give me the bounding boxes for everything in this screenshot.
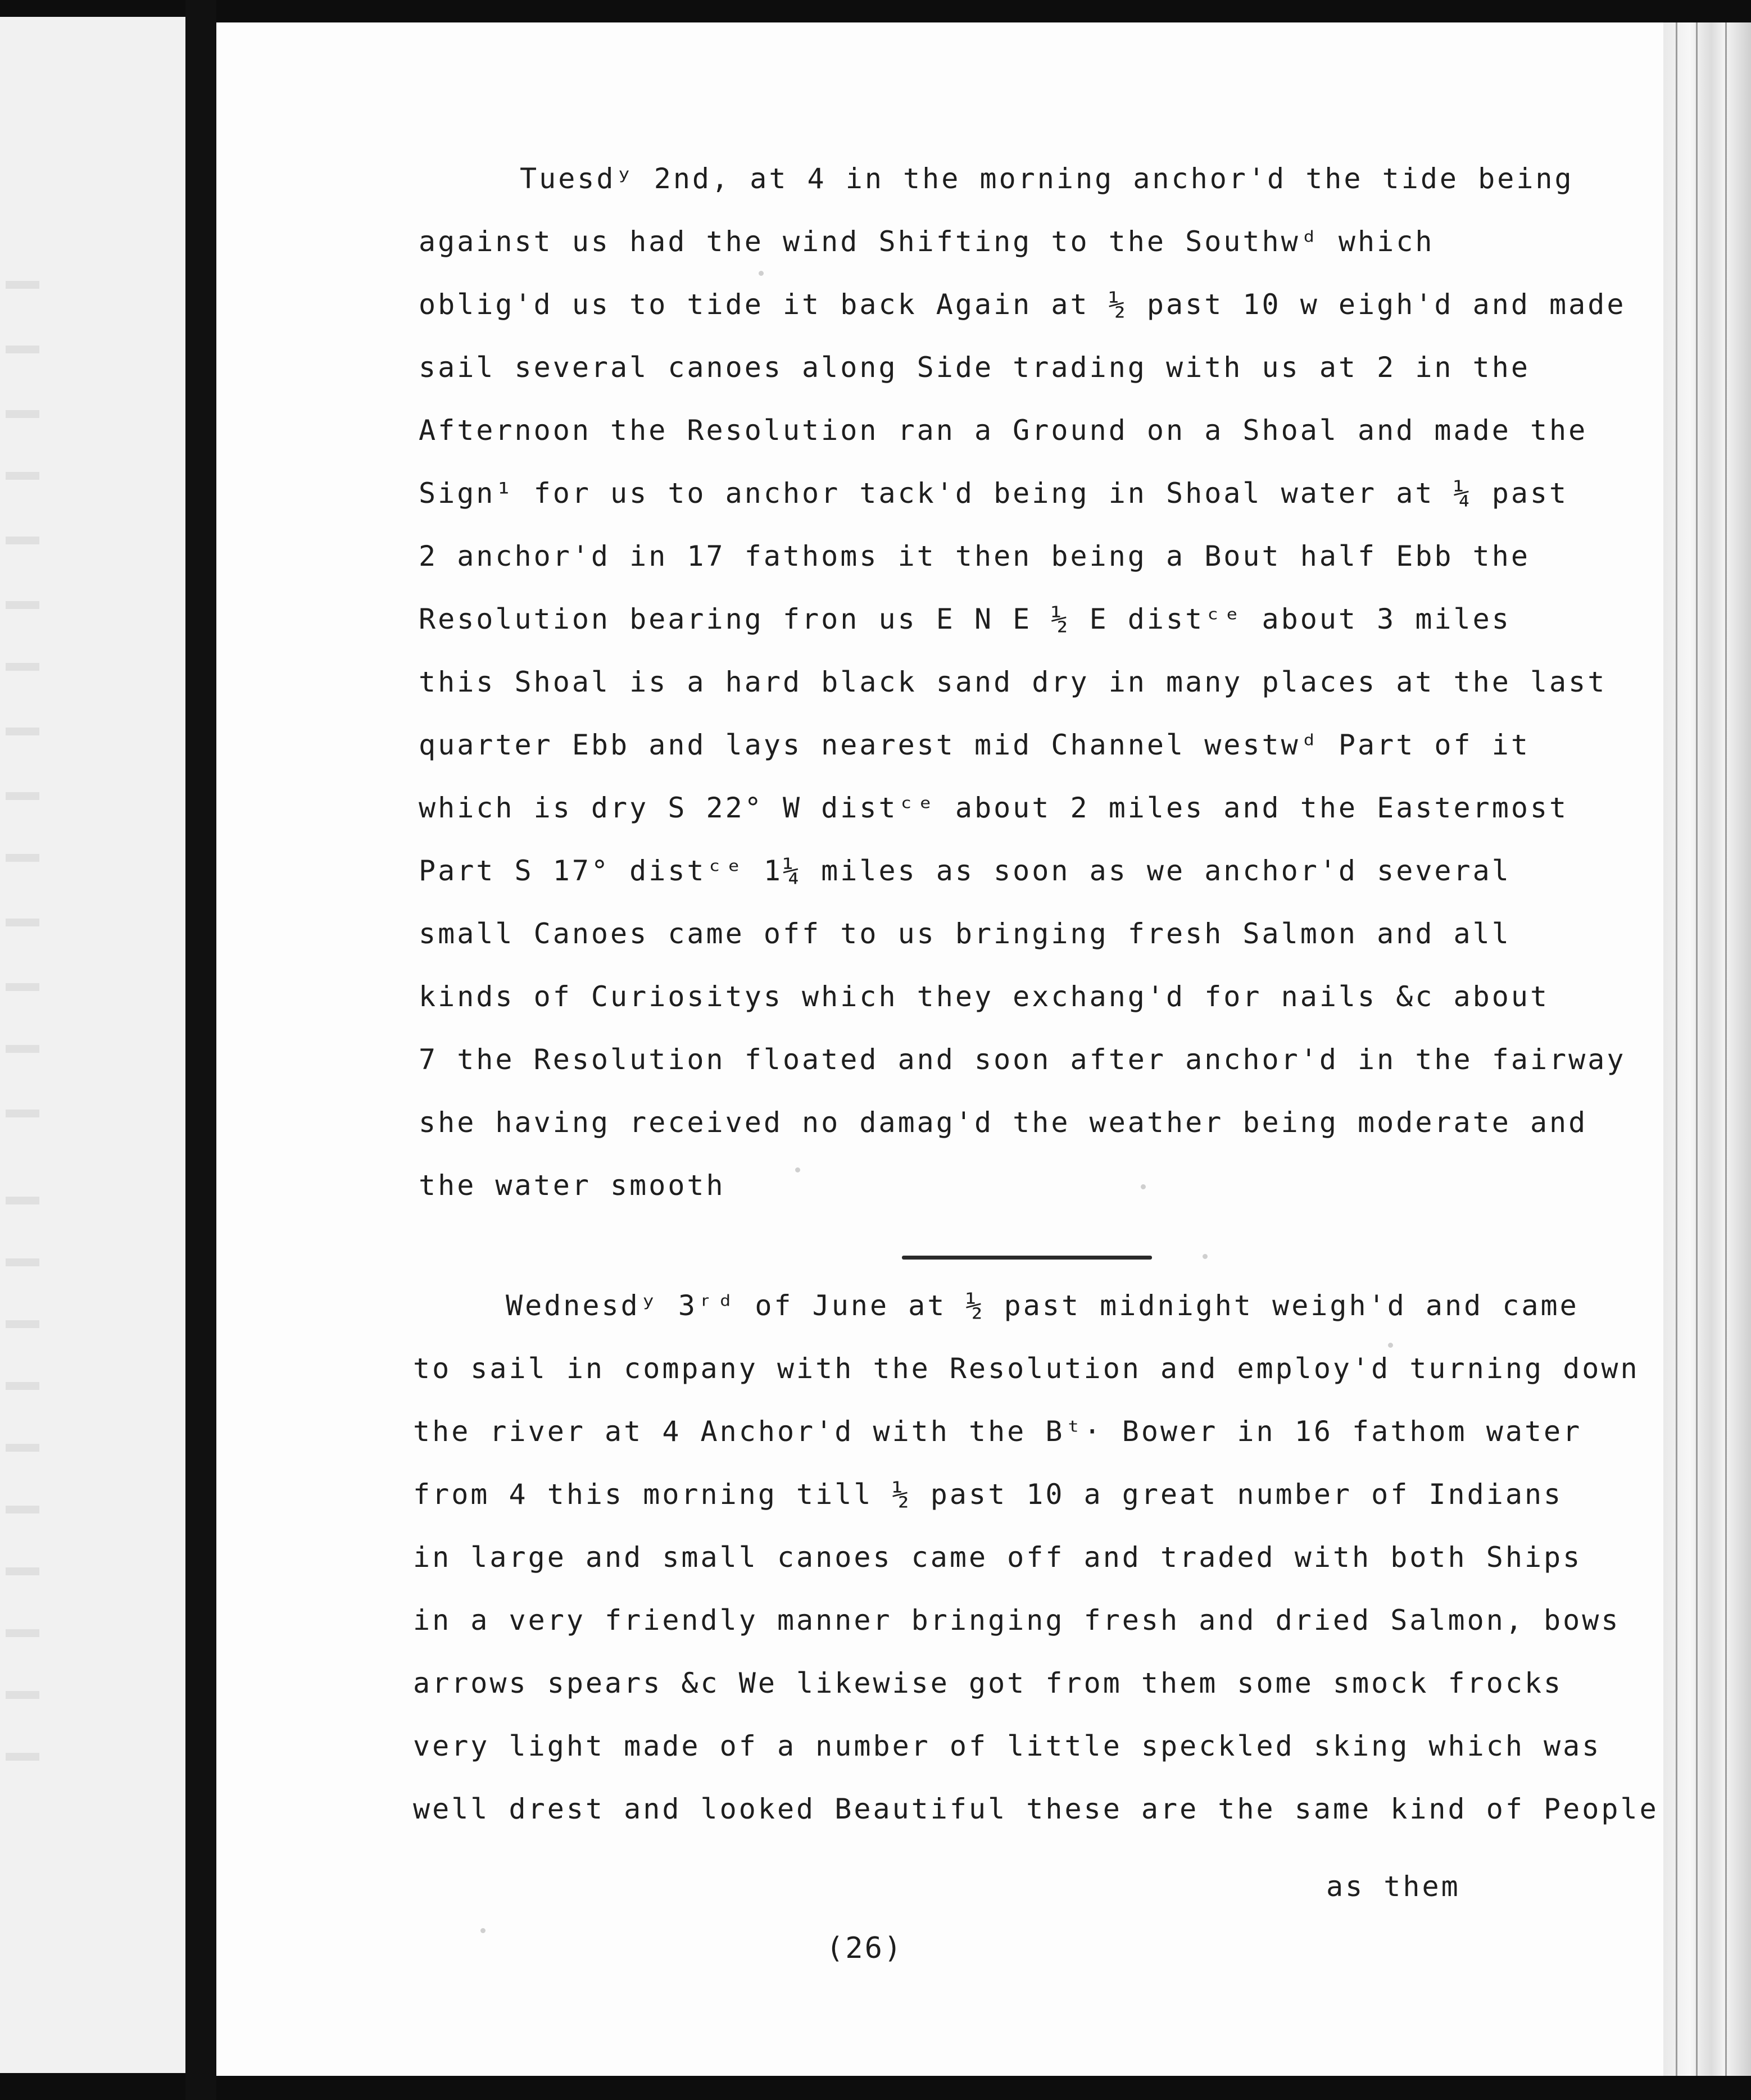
typed-line: in a very friendly manner bringing fresh and dried Salmon, bows — [413, 1604, 1621, 1637]
typed-line: this Shoal is a hard black sand dry in many places at the last — [419, 666, 1607, 698]
paper-speck — [480, 1928, 486, 1933]
typed-line: Part S 17° distᶜᵉ 1¼ miles as soon as we anchor'd several — [419, 854, 1511, 887]
book-gutter — [185, 0, 216, 2100]
typed-line: very light made of a number of little speckled sking which was — [413, 1730, 1602, 1762]
page-stack-edge — [1663, 22, 1751, 2076]
page-number: (26) — [826, 1931, 904, 1965]
typed-line: in large and small canoes came off and traded with both Ships — [413, 1541, 1582, 1574]
paper-speck — [1388, 1343, 1393, 1348]
paper-speck — [1141, 1184, 1146, 1189]
typed-line: sail several canoes along Side trading with us at 2 in the — [419, 351, 1530, 384]
typed-line: kinds of Curiositys which they exchang'd for nails &c about — [419, 980, 1550, 1013]
journal-entry-june-2 — [419, 147, 1626, 1217]
typed-line: 7 the Resolution floated and soon after anchor'd in the fairway — [419, 1043, 1626, 1076]
typed-line: well drest and looked Beautiful these are the same kind of People — [413, 1793, 1659, 1825]
typed-line: quarter Ebb and lays nearest mid Channel westwᵈ Part of it — [419, 729, 1530, 761]
catchword: as them — [1326, 1870, 1460, 1903]
typed-line: Resolution bearing fron us E N E ½ E distᶜᵉ about 3 miles — [419, 603, 1511, 635]
typed-line: oblig'd us to tide it back Again at ½ past 10 w eigh'd and made — [419, 288, 1626, 321]
typed-line: Afternoon the Resolution ran a Ground on a Shoal and made the — [419, 414, 1588, 447]
typed-line: Sign¹ for us to anchor tack'd being in Shoal water at ¼ past — [419, 477, 1569, 510]
journal-entry-june-3 — [413, 1274, 1659, 1840]
typed-line: small Canoes came off to us bringing fresh Salmon and all — [419, 917, 1511, 950]
typed-line: Wednesdʸ 3ʳᵈ of June at ½ past midnight weigh'd and came — [506, 1289, 1579, 1322]
typed-line: against us had the wind Shifting to the Southwᵈ which — [419, 225, 1435, 258]
typed-line: the river at 4 Anchor'd with the Bᵗ· Bower in 16 fathom water — [413, 1415, 1582, 1448]
entry-divider — [902, 1256, 1152, 1260]
typed-line: the water smooth — [419, 1169, 725, 1202]
typed-line: she having received no damag'd the weather being moderate and — [419, 1106, 1588, 1139]
typed-line: 2 anchor'd in 17 fathoms it then being a Bout half Ebb the — [419, 540, 1530, 572]
typed-line: to sail in company with the Resolution and employ'd turning down — [413, 1352, 1640, 1385]
typed-line: from 4 this morning till ½ past 10 a great number of Indians — [413, 1478, 1563, 1511]
paper-speck — [759, 271, 764, 276]
typed-line: arrows spears &c We likewise got from them some smock frocks — [413, 1667, 1563, 1699]
previous-page-edge — [0, 17, 185, 2073]
typed-line: Tuesdʸ 2nd, at 4 in the morning anchor'd the tide being — [520, 162, 1574, 195]
paper-speck — [1203, 1254, 1208, 1259]
typed-line: which is dry S 22° W distᶜᵉ about 2 miles and the Eastermost — [419, 792, 1569, 824]
paper-speck — [795, 1167, 800, 1172]
